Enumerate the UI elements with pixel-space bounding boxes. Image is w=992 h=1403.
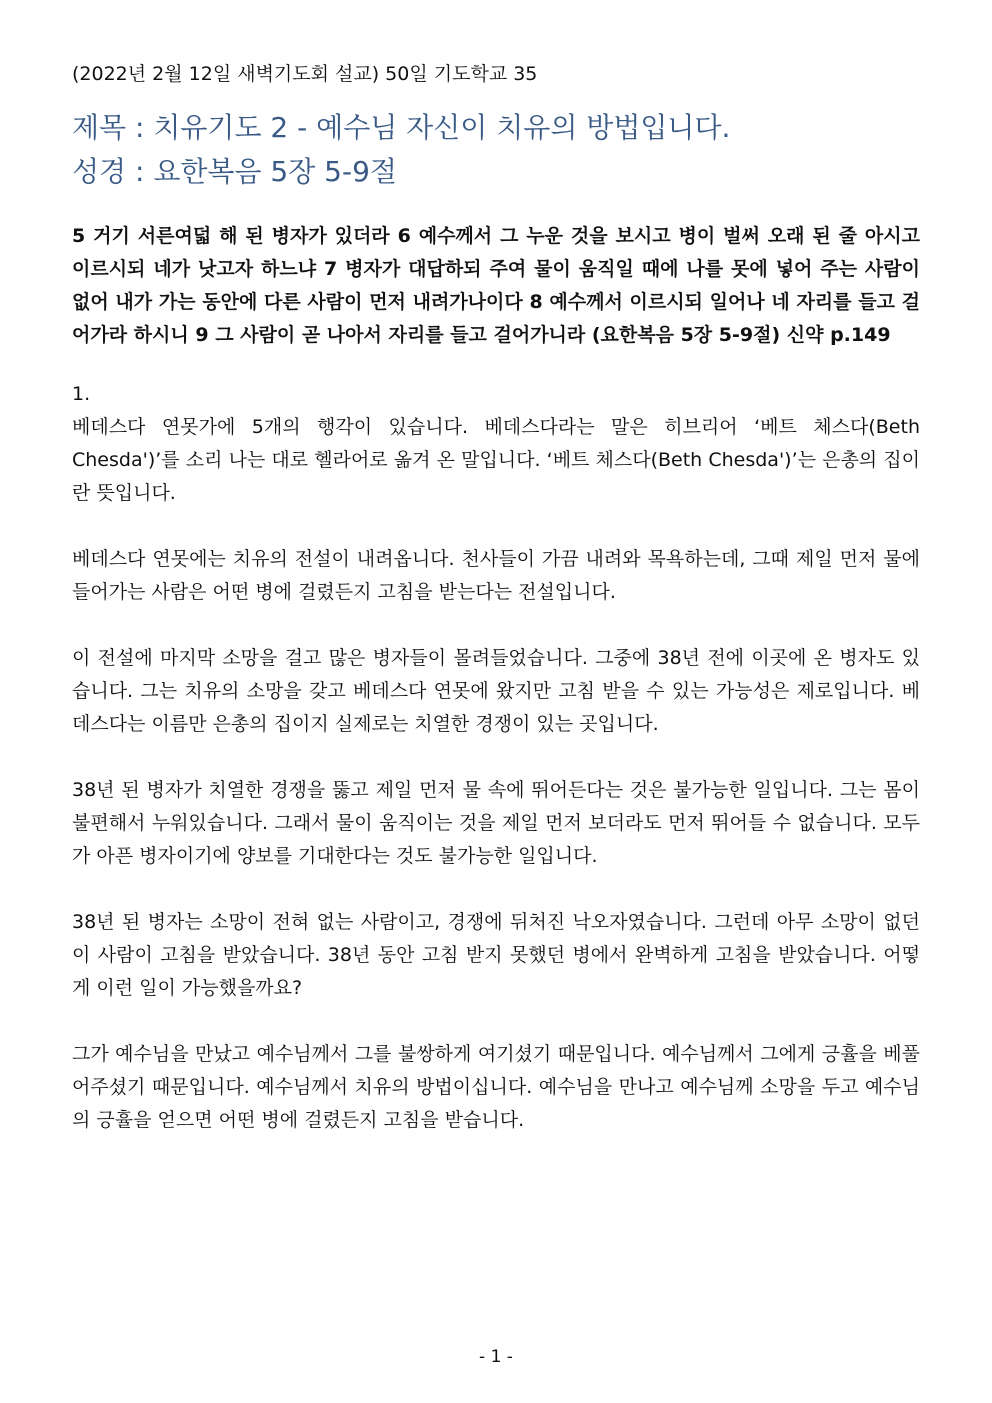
sermon-header: (2022년 2월 12일 새벽기도회 설교) 50일 기도학교 35	[72, 63, 538, 85]
paragraph-2: 베데스다 연못에는 치유의 전설이 내려옵니다. 천사들이 가끔 내려와 목욕하는데, 그때 제일 먼저 물에 들어가는 사람은 어떤 병에 걸렸든지 고침을 받는다는 전설입니다.	[72, 548, 920, 603]
document-page	[72, 60, 920, 1170]
page-number: - 1 -	[479, 1347, 513, 1367]
sermon-title: 제목 : 치유기도 2 - 예수님 자신이 치유의 방법입니다.	[72, 111, 731, 144]
paragraph-4: 38년 된 병자가 치열한 경쟁을 뚫고 제일 먼저 물 속에 뛰어든다는 것은 불가능한 일입니다. 그는 몸이 불편해서 누워있습니다. 그래서 물이 움직이는 것을 제일 먼저 보더라도 먼저 뛰어들 수 없습니다. 모두가 아픈 병자이기에 양보를 기대한다는 것도 불가능한 일입니다.	[72, 779, 920, 867]
paragraph-1: 베데스다 연못가에 5개의 행각이 있습니다. 베데스다라는 말은 히브리어 ‘베트 체스다(Beth Chesda')’를 소리 나는 대로 헬라어로 옮겨 온 말입니다. ‘베트 체스다(Beth Chesda')’는 은총의 집이란 뜻입니다.	[72, 416, 920, 504]
paragraph-6: 그가 예수님을 만났고 예수님께서 그를 불쌍하게 여기셨기 때문입니다. 예수님께서 그에게 긍휼을 베풀어주셨기 때문입니다. 예수님께서 치유의 방법이십니다. 예수님을 만나고 예수님께 소망을 두고 예수님의 긍휼을 얻으면 어떤 병에 걸렸든지 고침을 받습니다.	[72, 1043, 920, 1131]
scripture-reference: 성경 : 요한복음 5장 5-9절	[72, 155, 397, 188]
title-block	[72, 106, 920, 194]
paragraph-3: 이 전설에 마지막 소망을 걸고 많은 병자들이 몰려들었습니다. 그중에 38년 전에 이곳에 온 병자도 있습니다. 그는 치유의 소망을 갖고 베데스다 연못에 왔지만 고침 받을 수 있는 가능성은 제로입니다. 베데스다는 이름만 은총의 집이지 실제로는 치열한 경쟁이 있는 곳입니다.	[72, 647, 920, 735]
paragraph-5: 38년 된 병자는 소망이 전혀 없는 사람이고, 경쟁에 뒤처진 낙오자였습니다. 그런데 아무 소망이 없던 이 사람이 고침을 받았습니다. 38년 동안 고침 받지 못했던 병에서 완벽하게 고침을 받았습니다. 어떻게 이런 일이 가능했을까요?	[72, 911, 920, 999]
scripture-passage: 5 거기 서른여덟 해 된 병자가 있더라 6 예수께서 그 누운 것을 보시고 병이 벌써 오래 된 줄 아시고 이르시되 네가 낫고자 하느냐 7 병자가 대답하되 주여 물이 움직일 때에 나를 못에 넣어 주는 사람이 없어 내가 가는 동안에 다른 사람이 먼저 내려가나이다 8 예수께서 이르시되 일어나 네 자리를 들고 걸어가라 하시니 9 그 사람이 곧 나아서 자리를 들고 걸어가니라 (요한복음 5장 5-9절) 신약 p.149	[72, 225, 920, 346]
section-number: 1.	[72, 383, 91, 405]
